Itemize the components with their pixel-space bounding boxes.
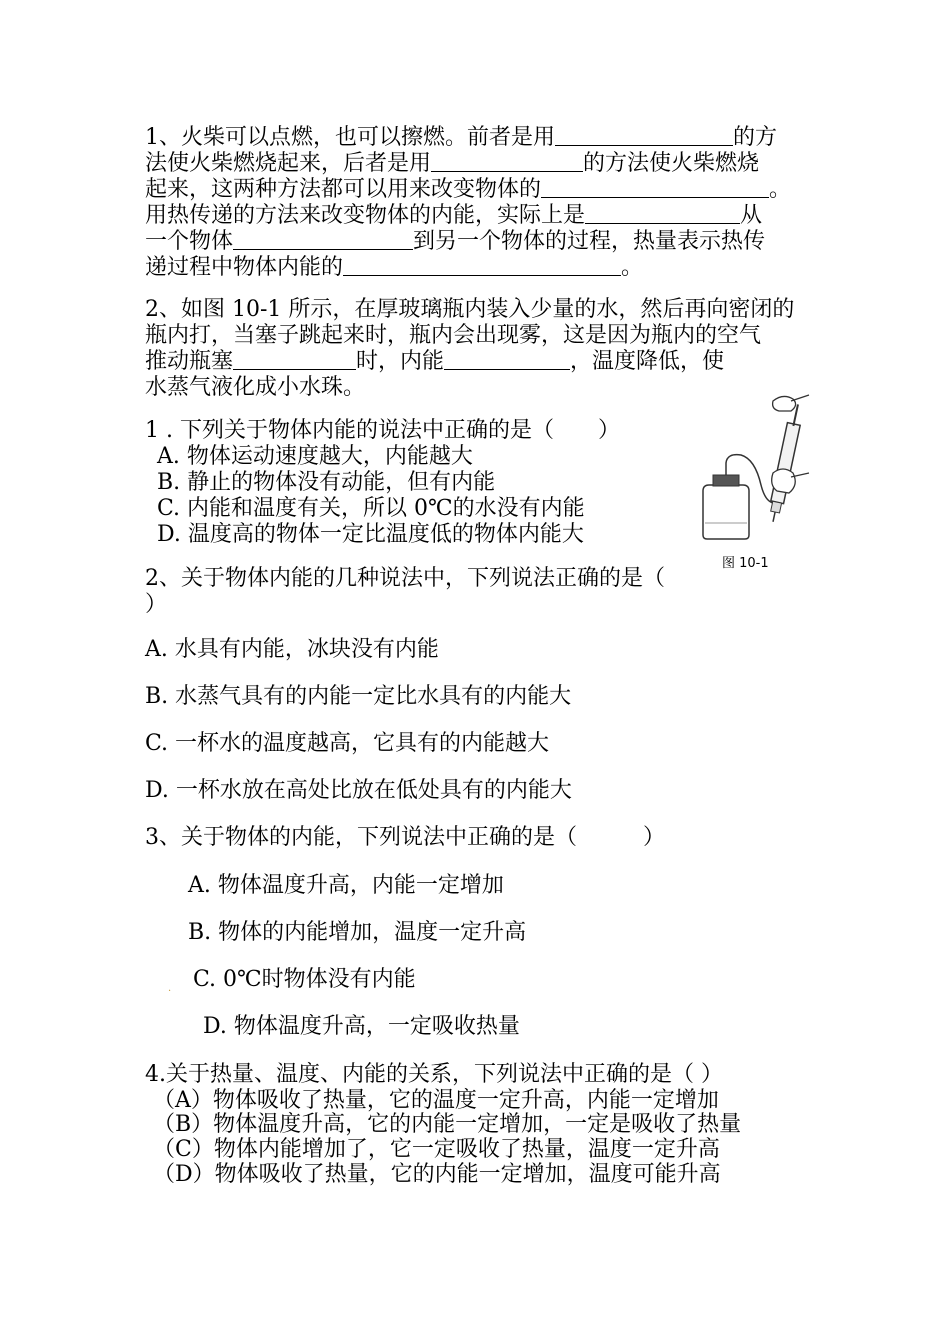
c2-option-d[interactable]: D. 一杯水放在高处比放在低处具有的内能大 (145, 778, 572, 803)
q1-text: 到另一个物体的过程，热量表示热传 (413, 229, 766, 254)
q1-line-5 (145, 229, 765, 255)
c1-stem: 1 . 下列关于物体内能的说法中正确的是（ ） (145, 418, 620, 443)
q1-line-2 (145, 151, 759, 177)
c3-option-b[interactable]: B. 物体的内能增加，温度一定升高 (188, 920, 527, 945)
q2-blank-1[interactable] (233, 349, 356, 370)
c3-stem: 3、关于物体的内能，下列说法中正确的是（ ） (145, 825, 665, 850)
c4-option-a[interactable]: （A）物体吸收了热量，它的温度一定升高，内能一定增加 (153, 1088, 719, 1113)
c4-stem: 4.关于热量、温度、内能的关系，下列说法中正确的是（ ） (145, 1062, 723, 1087)
q1-line-1 (145, 125, 777, 151)
c2-stem-line-1: 2、关于物体内能的几种说法中，下列说法正确的是（ (145, 566, 665, 591)
q2-line-3 (145, 349, 724, 375)
q1-text: 起来，这两种方法都可以用来改变物体的 (145, 177, 542, 202)
stray-mark: · (168, 986, 172, 997)
c3-option-a[interactable]: A. 物体温度升高，内能一定增加 (188, 873, 504, 898)
q1-text: 。 (621, 255, 644, 280)
c2-option-b[interactable]: B. 水蒸气具有的内能一定比水具有的内能大 (145, 684, 572, 709)
q1-text: 1、火柴可以点燃，也可以擦燃。前者是用 (145, 125, 555, 150)
q1-line-4 (145, 203, 762, 229)
q1-blank-4[interactable] (585, 203, 740, 224)
q1-line-3 (145, 177, 791, 203)
q2-blank-2[interactable] (444, 349, 570, 370)
q1-text: 从 (740, 203, 763, 228)
q1-text: 用热传递的方法来改变物体的内能，实际上是 (145, 203, 586, 228)
q2-line-2: 瓶内打，当塞子跳起来时，瓶内会出现雾，这是因为瓶内的空气 (145, 323, 762, 348)
q2-line-1: 2、如图 10-1 所示，在厚玻璃瓶内装入少量的水，然后再向密闭的 (145, 297, 795, 322)
q2-text: 推动瓶塞 (145, 349, 234, 374)
c1-option-a[interactable]: A. 物体运动速度越大，内能越大 (157, 444, 473, 469)
c4-option-d[interactable]: （D）物体吸收了热量，它的内能一定增加，温度可能升高 (153, 1162, 721, 1187)
q1-blank-6[interactable] (343, 255, 621, 276)
bottle-pump-apparatus-icon (693, 393, 813, 541)
q1-blank-5[interactable] (233, 229, 413, 250)
q1-blank-3[interactable] (541, 177, 769, 198)
q1-text: 的方 (733, 125, 778, 150)
q1-line-6 (145, 255, 643, 281)
c1-option-b[interactable]: B. 静止的物体没有动能，但有内能 (157, 470, 496, 495)
c2-option-c[interactable]: C. 一杯水的温度越高，它具有的内能越大 (145, 731, 550, 756)
q1-text: 的方法使火柴燃烧 (583, 151, 760, 176)
q1-text: 法使火柴燃烧起来，后者是用 (145, 151, 432, 176)
q1-text: 一个物体 (145, 229, 234, 254)
c1-option-c[interactable]: C. 内能和温度有关，所以 0℃的水没有内能 (157, 496, 585, 521)
c4-option-b[interactable]: （B）物体温度升高，它的内能一定增加，一定是吸收了热量 (153, 1112, 742, 1137)
q1-text: 递过程中物体内能的 (145, 255, 344, 280)
c4-option-c[interactable]: （C）物体内能增加了，它一定吸收了热量，温度一定升高 (153, 1137, 720, 1162)
c2-stem-line-2: ） (145, 592, 168, 617)
q2-text: 时，内能 (356, 349, 445, 374)
q1-blank-1[interactable] (555, 125, 733, 146)
q2-line-4: 水蒸气液化成小水珠。 (145, 375, 366, 400)
q1-blank-2[interactable] (431, 151, 583, 172)
q1-text: 。 (769, 177, 792, 202)
c1-option-d[interactable]: D. 温度高的物体一定比温度低的物体内能大 (157, 522, 584, 547)
q2-text: ，温度降低，使 (570, 349, 725, 374)
c3-option-d[interactable]: D. 物体温度升高，一定吸收热量 (203, 1014, 520, 1039)
c3-option-c[interactable]: C. 0℃时物体没有内能 (193, 967, 416, 992)
figure-caption: 图 10-1 (722, 556, 769, 571)
c2-option-a[interactable]: A. 水具有内能，冰块没有内能 (145, 637, 439, 662)
